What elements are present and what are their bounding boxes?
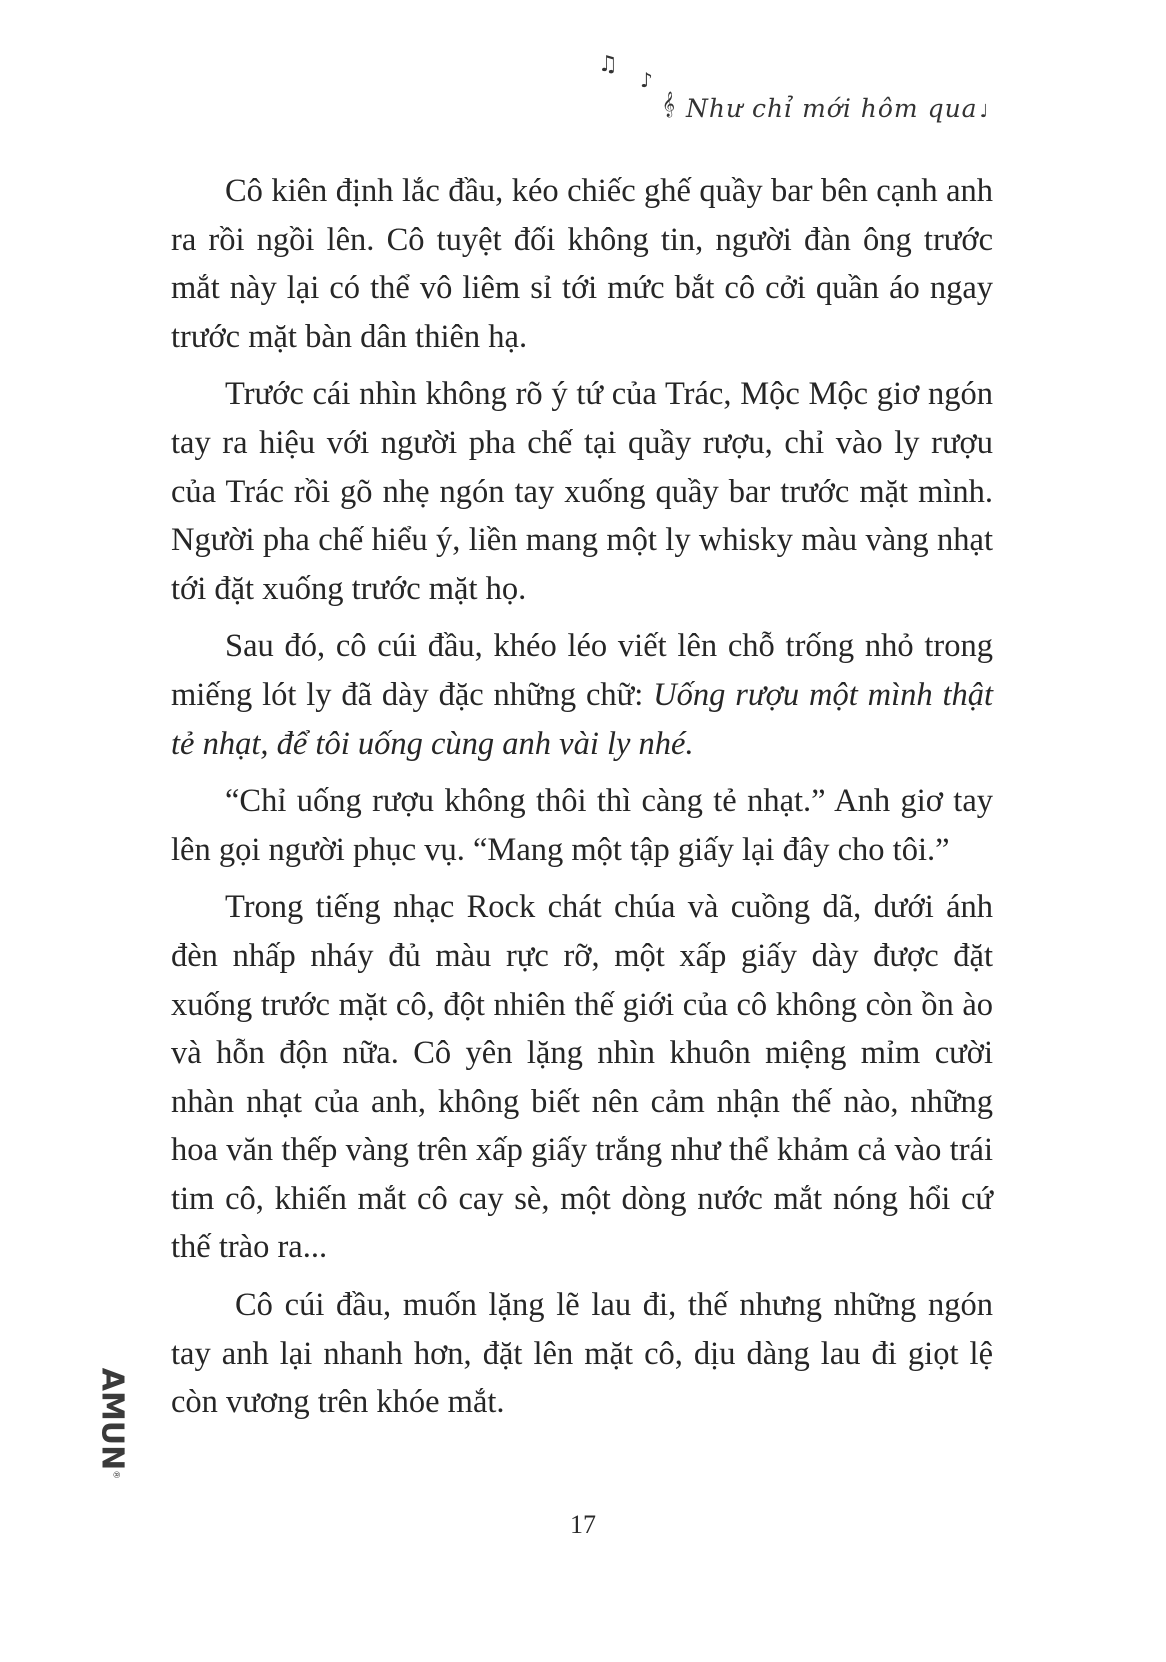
running-header: [590, 52, 1010, 132]
paragraph: Trước cái nhìn không rõ ý tứ của Trác, Mộc Mộc giơ ngón tay ra hiệu với người pha chế tại quầy rượu, chỉ vào ly rượu của Trác rồi gõ nhẹ ngón tay xuống quầy bar trước mặt mình. Người pha chế hiểu ý, liền mang một ly whisky màu vàng nhạt tới đặt xuống trước mặt họ.: [171, 376, 993, 607]
paragraph: Cô cúi đầu, muốn lặng lẽ lau đi, thế nhưng những ngón tay anh lại nhanh hơn, đặt lên mặt cô, dịu dàng lau đi giọt lệ còn vương trên khóe mắt.: [171, 1287, 993, 1421]
publisher-logo: AMUN®: [94, 1367, 130, 1479]
paragraph: Sau đó, cô cúi đầu, khéo léo viết lên chỗ trống nhỏ trong miếng lót ly đã dày đặc những chữ: Uống rượu một mình thật tẻ nhạt, để tôi uống cùng anh vài ly nhé.: [171, 628, 993, 762]
treble-clef-icon: 𝄞: [662, 92, 676, 117]
paragraph: Trong tiếng nhạc Rock chát chúa và cuồng dã, dưới ánh đèn nhấp nháy đủ màu rực rỡ, một xấp giấy dày được đặt xuống trước mặt cô, đột nhiên thế giới của cô không còn ồn ào và hỗn độn nữa. Cô yên lặng nhìn khuôn miệng mỉm cười nhàn nhạt của anh, không biết nên cảm nhận thế nào, những hoa văn thếp vàng trên xấp giấy trắng như thể khảm cả vào trái tim cô, khiến mắt cô cay sè, một dòng nước mắt nóng hổi cứ thế trào ra...: [171, 889, 993, 1266]
italic-note: Uống rượu một mình thật tẻ nhạt, để tôi uống cùng anh vài ly nhé.: [171, 676, 993, 762]
music-note-icon: ♪: [640, 68, 653, 92]
page-number: 17: [570, 1510, 596, 1539]
music-notes-icon: ♫: [598, 52, 622, 77]
book-title: Như chỉ mới hôm qua: [686, 94, 978, 123]
paragraph: “Chỉ uống rượu không thôi thì càng tẻ nhạt.” Anh giơ tay lên gọi người phục vụ. “Mang một tập giấy lại đây cho tôi.”: [171, 783, 993, 868]
quarter-note-icon: ♩: [979, 101, 990, 122]
running-title: [686, 94, 989, 123]
body-text: [171, 167, 993, 1436]
paragraph: Cô kiên định lắc đầu, kéo chiếc ghế quầy bar bên cạnh anh ra rồi ngồi lên. Cô tuyệt đối không tin, người đàn ông trước mắt này lại có thể vô liêm sỉ tới mức bắt cô cởi quần áo ngay trước mặt bàn dân thiên hạ.: [171, 173, 993, 355]
